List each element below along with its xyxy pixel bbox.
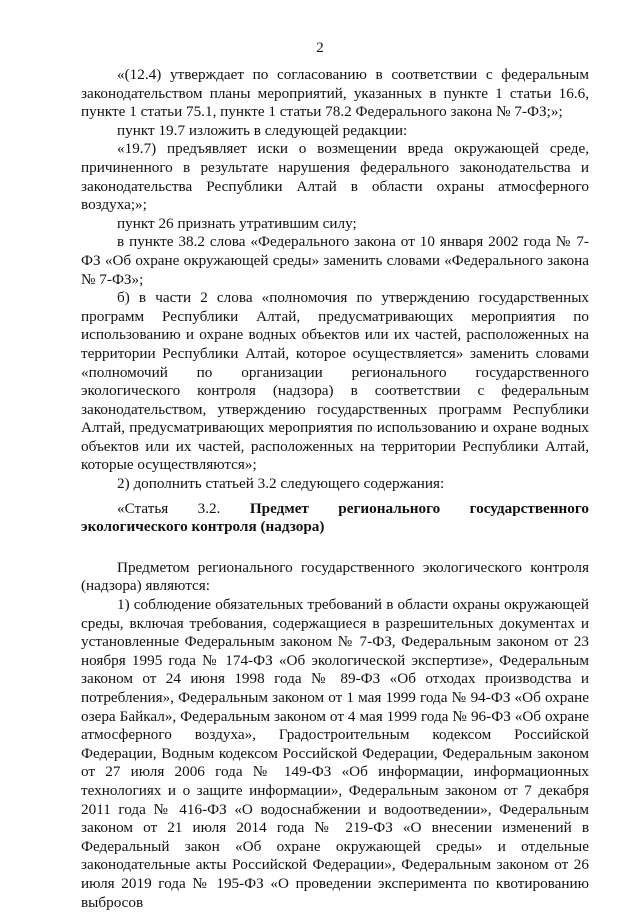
paragraph-item-19-7-instruction: пункт 19.7 изложить в следующей редакции:	[117, 121, 408, 139]
paragraph-item-19-7-text: «19.7) предъявляет иски о возмещении вреда окружающей среде, причиненного в результате нарушения федерального законодательства и законодательства Республики Алтай в области охраны атмосферного воздуха;»;	[81, 140, 589, 214]
paragraph-item-38-2: в пункте 38.2 слова «Федерального закона от 10 января 2002 года № 7-ФЗ «Об охране окружающей среды» заменить словами «Федерального закона № 7-ФЗ»;	[81, 233, 589, 288]
article-item-1-paragraph: 1) соблюдение обязательных требований в области охраны окружающей среды, включая требования, содержащиеся в разрешительных документах и установленные Федеральным законом № 7-ФЗ, Федеральным законом от 23 ноября 1995 года № 174-ФЗ «Об экологической экспертизе», Федеральным законом от 24 июня 1998 года № 89-ФЗ «Об отходах производства и потребления», Федеральным законом от 1 мая 1999 года № 94-ФЗ «Об охране озера Байкал», Федеральным законом от 4 мая 1999 года № 96-ФЗ «Об охране атмосферного воздуха», Градостроительным кодексом Российской Федерации, Водным кодексом Российской Федерации, Федеральным законом от 27 июля 2006 года № 149-ФЗ «Об информации, информационных технологиях и о защите информации», Федеральным законом от 7 декабря 2011 года № 416-ФЗ «О водоснабжении и водоотведении», Федеральным законом от 21 июля 2014 года № 219-ФЗ «О внесении изменений в Федеральный закон «Об охране окружающей среды» и отдельные законодательные акты Российской Федерации», Федеральным законом от 26 июля 2019 года № 195-ФЗ «О проведении эксперимента по квотированию выбросов	[81, 596, 589, 911]
article-heading	[81, 500, 589, 537]
paragraph-add-article-3-2: 2) дополнить статьей 3.2 следующего содержания:	[117, 475, 445, 493]
paragraph-item-12-4: «(12.4) утверждает по согласованию в соответствии с федеральным законодательством планы мероприятий, указанных в пункте 1 статьи 16.6, пункте 1 статьи 75.1, пункте 1 статьи 78.2 Федерального закона № 7-ФЗ;»;	[81, 66, 589, 121]
paragraph-item-26: пункт 26 признать утратившим силу;	[117, 214, 357, 232]
article-prefix: «Статья 3.2.	[117, 499, 250, 517]
document-body	[81, 66, 589, 912]
article-intro-paragraph: Предметом регионального государственного экологического контроля (надзора) являются:	[81, 558, 589, 595]
paragraph-part-2-amendment: б) в части 2 слова «полномочия по утверждению государственных программ Республики Алтай, предусматривающих мероприятия по использованию и охране водных объектов или их частей, расположенных на территории Республики Алтай, которое осуществляется» заменить словами «полномочий по организации регионального государственного экологического контроля (надзора) в соответствии с федеральным законодательством, утверждению государственных программ Республики Алтай, предусматривающих мероприятия по использованию и охране водных объектов или их частей, расположенных на территории Республики Алтай, которые осуществляются»;	[81, 289, 589, 474]
article-title: Предмет регионального государственного экологического контроля (надзора)	[81, 499, 589, 536]
page-number: 2	[316, 40, 324, 56]
article-spacer	[81, 537, 589, 559]
